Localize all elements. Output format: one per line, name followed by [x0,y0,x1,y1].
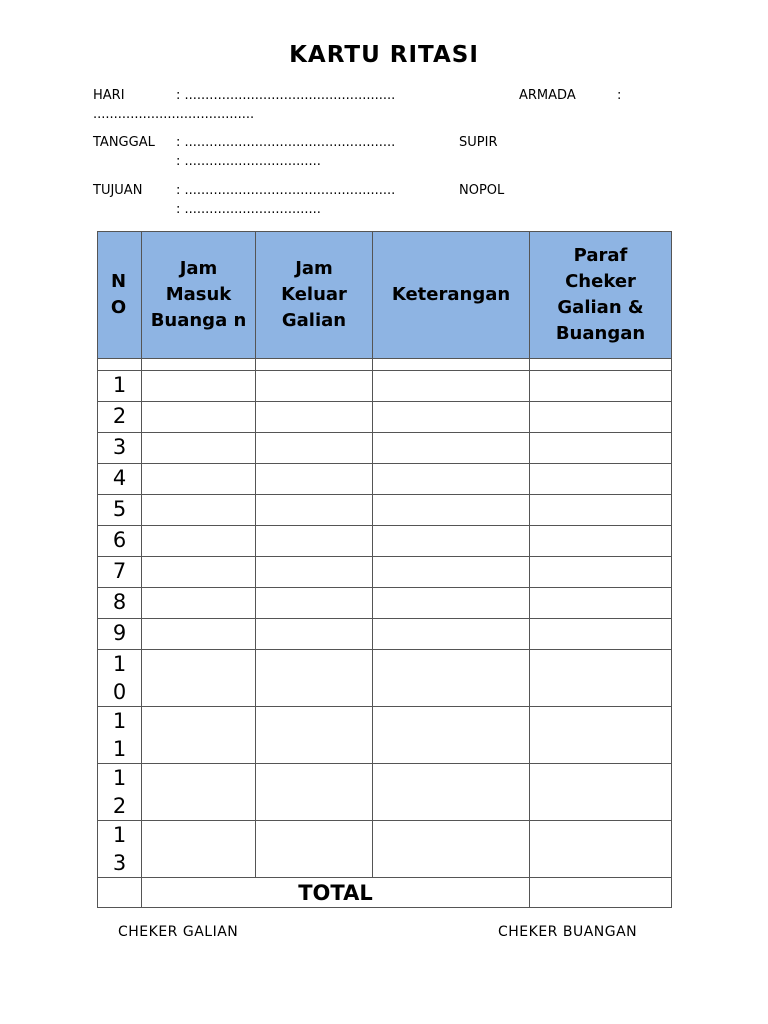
table-cell[interactable] [256,371,373,402]
table-cell[interactable] [530,707,672,764]
table-row [98,821,672,878]
cheker-buangan-signature: CHEKER BUANGAN [498,924,638,940]
row-number: 4 [98,464,142,495]
table-cell[interactable] [373,619,530,650]
row-number: 7 [98,557,142,588]
row-number: 1 [98,371,142,402]
table-row [98,526,672,557]
table-cell[interactable] [256,464,373,495]
table-cell[interactable] [373,821,530,878]
nopol-label: NOPOL [459,183,505,198]
table-cell[interactable] [256,619,373,650]
row-number: 9 [98,619,142,650]
table-cell[interactable] [256,557,373,588]
table-cell[interactable] [373,464,530,495]
table-cell[interactable] [142,707,256,764]
table-cell[interactable] [530,371,672,402]
table-row [98,495,672,526]
tujuan-label: TUJUAN [93,183,143,198]
row-number: 2 [98,402,142,433]
table-cell[interactable] [530,650,672,707]
table-cell[interactable] [530,557,672,588]
row-number: 8 [98,588,142,619]
table-cell[interactable] [142,764,256,821]
spacer-row [98,359,672,371]
table-cell[interactable] [142,402,256,433]
table-cell[interactable] [373,764,530,821]
table-cell[interactable] [142,588,256,619]
row-number: 1 2 [98,764,142,821]
table-cell[interactable] [373,707,530,764]
table-cell[interactable] [530,402,672,433]
table-row [98,557,672,588]
armada-colon: : [617,88,622,103]
row-number: 3 [98,433,142,464]
table-cell[interactable] [142,464,256,495]
table-cell[interactable] [256,433,373,464]
header-jam-masuk: Jam Masuk Buanga n [142,232,256,359]
row-number: 5 [98,495,142,526]
table-cell[interactable] [530,764,672,821]
table-cell[interactable] [256,764,373,821]
table-cell[interactable] [373,371,530,402]
table-cell[interactable] [142,619,256,650]
table-cell[interactable] [530,433,672,464]
table-row [98,764,672,821]
hari-label: HARI [93,88,125,103]
table-cell[interactable] [142,371,256,402]
table-row [98,433,672,464]
table-cell[interactable] [373,588,530,619]
table-cell[interactable] [373,526,530,557]
table-cell[interactable] [373,495,530,526]
ritasi-table [97,231,672,908]
total-value-cell[interactable] [530,878,672,908]
tanggal-field[interactable]: : ................................................... [176,135,396,150]
armada-field[interactable]: ....................................... [93,107,255,122]
row-number: 1 3 [98,821,142,878]
table-row [98,371,672,402]
header-jam-keluar: Jam Keluar Galian [256,232,373,359]
table-cell[interactable] [373,557,530,588]
table-cell[interactable] [530,619,672,650]
table-cell[interactable] [530,526,672,557]
tanggal-label: TANGGAL [93,135,155,150]
table-cell[interactable] [256,526,373,557]
table-cell[interactable] [256,402,373,433]
table-cell[interactable] [256,495,373,526]
total-empty-cell [98,878,142,908]
table-cell[interactable] [142,433,256,464]
table-cell[interactable] [373,402,530,433]
armada-label: ARMADA [519,88,576,103]
table-row [98,707,672,764]
document-title: KARTU RITASI [289,42,479,68]
table-cell[interactable] [256,588,373,619]
table-cell[interactable] [530,588,672,619]
table-cell[interactable] [373,433,530,464]
tujuan-field[interactable]: : ................................................... [176,183,396,198]
total-label: TOTAL [142,878,530,908]
row-number: 1 0 [98,650,142,707]
table-cell[interactable] [256,707,373,764]
table-cell[interactable] [530,821,672,878]
table-cell[interactable] [142,526,256,557]
table-cell[interactable] [530,495,672,526]
header-paraf: Paraf Cheker Galian & Buangan [530,232,672,359]
table-cell[interactable] [142,557,256,588]
total-row [98,878,672,908]
table-row [98,464,672,495]
table-cell[interactable] [142,650,256,707]
table-cell[interactable] [256,821,373,878]
row-number: 1 1 [98,707,142,764]
table-row [98,650,672,707]
hari-field[interactable]: : ................................................... [176,88,396,103]
nopol-field[interactable]: : ................................. [176,202,321,217]
row-number: 6 [98,526,142,557]
table-cell[interactable] [142,495,256,526]
cheker-galian-signature: CHEKER GALIAN [118,924,239,940]
table-row [98,588,672,619]
supir-field[interactable]: : ................................. [176,154,321,169]
table-cell[interactable] [530,464,672,495]
table-row [98,402,672,433]
table-cell[interactable] [373,650,530,707]
supir-label: SUPIR [459,135,498,150]
header-no: N O [98,232,142,359]
table-cell[interactable] [256,650,373,707]
table-row [98,619,672,650]
header-keterangan: Keterangan [373,232,530,359]
table-cell[interactable] [142,821,256,878]
